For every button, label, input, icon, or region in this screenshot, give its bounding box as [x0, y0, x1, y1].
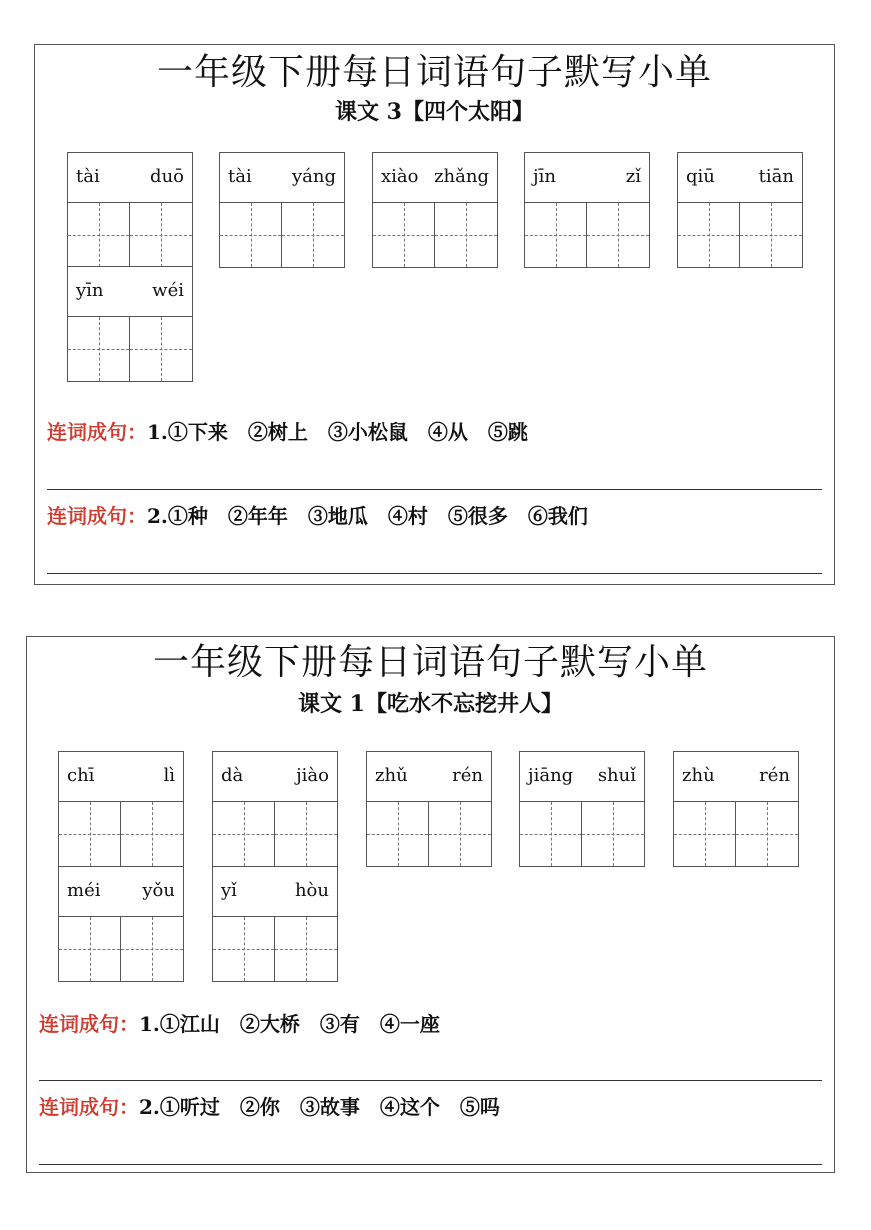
sentence-number: 2.: [139, 1095, 160, 1119]
word-box[interactable]: [677, 152, 803, 268]
pinyin-syllable: rén: [452, 765, 483, 786]
pinyin-row: [367, 752, 491, 802]
word-option: ③故事: [299, 1095, 360, 1119]
word-box[interactable]: [212, 866, 338, 982]
pinyin-syllable: shuǐ: [597, 765, 636, 786]
tian-grid-cell[interactable]: [275, 917, 337, 981]
answer-line[interactable]: [47, 489, 822, 490]
tian-grid-cell[interactable]: [213, 802, 275, 866]
word-option: ①下来: [167, 420, 228, 444]
answer-line[interactable]: [39, 1164, 822, 1165]
pinyin-syllable: yǒu: [142, 880, 175, 901]
word-option: ③地瓜: [307, 504, 368, 528]
pinyin-syllable: xiào: [381, 166, 419, 187]
word-option: ②年年: [227, 504, 288, 528]
pinyin-syllable: wéi: [152, 280, 184, 301]
word-box[interactable]: [67, 152, 193, 268]
word-option: ①江山: [159, 1012, 220, 1036]
pinyin-syllable: duō: [150, 166, 184, 187]
tian-grid-cell[interactable]: [587, 203, 649, 267]
pinyin-syllable: lì: [163, 765, 175, 786]
tian-grid-cell[interactable]: [121, 917, 183, 981]
word-box[interactable]: [366, 751, 492, 867]
word-option: ②你: [239, 1095, 280, 1119]
word-option: ④村: [387, 504, 428, 528]
pinyin-syllable: hòu: [294, 880, 329, 901]
tian-grid-cell[interactable]: [220, 203, 282, 267]
pinyin-syllable: qiū: [686, 166, 715, 187]
tian-grid-cell[interactable]: [736, 802, 798, 866]
answer-line[interactable]: [39, 1080, 822, 1081]
pinyin-syllable: jīn: [533, 166, 556, 187]
word-option: ⑤跳: [487, 420, 528, 444]
pinyin-syllable: yáng: [291, 166, 336, 187]
tian-grid-cell[interactable]: [373, 203, 435, 267]
tian-grid-cell[interactable]: [429, 802, 491, 866]
word-box[interactable]: [673, 751, 799, 867]
card-title: 一年级下册每日词语句子默写小单: [156, 52, 712, 93]
sentence-prompt: [39, 1010, 460, 1038]
tian-grid-cell[interactable]: [59, 802, 121, 866]
pinyin-syllable: jiào: [296, 765, 329, 786]
sentence-prompt: [47, 418, 548, 446]
pinyin-syllable: zhǎng: [434, 166, 489, 187]
pinyin-row: [525, 153, 649, 203]
word-option: ④一座: [379, 1012, 440, 1036]
pinyin-syllable: jiāng: [528, 765, 574, 786]
pinyin-syllable: zhù: [682, 765, 715, 786]
tian-grid-cell[interactable]: [582, 802, 644, 866]
pinyin-syllable: tài: [228, 166, 252, 187]
pinyin-syllable: dà: [221, 765, 244, 786]
pinyin-row: [220, 153, 344, 203]
tian-grid-cell[interactable]: [435, 203, 497, 267]
pinyin-row: [520, 752, 644, 802]
word-box[interactable]: [524, 152, 650, 268]
tian-grid-cell[interactable]: [275, 802, 337, 866]
card-subtitle: 课文 3【四个太阳】: [335, 99, 534, 125]
word-option: ④从: [427, 420, 468, 444]
pinyin-row: [59, 752, 183, 802]
word-box[interactable]: [219, 152, 345, 268]
tian-grid-cell[interactable]: [282, 203, 344, 267]
tian-grid-cell[interactable]: [130, 203, 192, 267]
word-option: ③有: [319, 1012, 360, 1036]
word-box[interactable]: [212, 751, 338, 867]
pinyin-syllable: zhǔ: [375, 765, 408, 786]
pinyin-row: [68, 153, 192, 203]
answer-line[interactable]: [47, 573, 822, 574]
sentence-label: 连词成句：: [39, 1095, 139, 1119]
tian-grid-cell[interactable]: [740, 203, 802, 267]
pinyin-syllable: yīn: [76, 280, 104, 301]
word-option: ⑤很多: [447, 504, 508, 528]
sentence-label: 连词成句：: [47, 504, 147, 528]
word-box[interactable]: [67, 266, 193, 382]
tian-grid-cell[interactable]: [367, 802, 429, 866]
worksheet-card-1: [34, 44, 835, 585]
worksheet-card-2: [26, 636, 835, 1173]
sentence-number: 1.: [147, 420, 168, 444]
word-option: ①听过: [159, 1095, 220, 1119]
tian-grid-cell[interactable]: [68, 203, 130, 267]
tian-grid-cell[interactable]: [678, 203, 740, 267]
pinyin-syllable: rén: [759, 765, 790, 786]
word-option: ③小松鼠: [327, 420, 408, 444]
sentence-label: 连词成句：: [47, 420, 147, 444]
word-box[interactable]: [372, 152, 498, 268]
card-title: 一年级下册每日词语句子默写小单: [152, 642, 708, 683]
tian-grid-cell[interactable]: [520, 802, 582, 866]
word-option: ⑤吗: [459, 1095, 500, 1119]
pinyin-syllable: tiān: [758, 166, 794, 187]
tian-grid-cell[interactable]: [121, 802, 183, 866]
pinyin-syllable: zǐ: [625, 166, 641, 187]
sentence-number: 2.: [147, 504, 168, 528]
pinyin-row: [213, 752, 337, 802]
word-box[interactable]: [58, 866, 184, 982]
tian-grid-cell[interactable]: [674, 802, 736, 866]
word-option: ④这个: [379, 1095, 440, 1119]
pinyin-row: [213, 867, 337, 917]
tian-grid-cell[interactable]: [213, 917, 275, 981]
sentence-prompt: [47, 502, 608, 530]
word-option: ②树上: [247, 420, 308, 444]
pinyin-syllable: tài: [76, 166, 100, 187]
tian-grid-cell[interactable]: [130, 317, 192, 381]
tian-grid-cell[interactable]: [68, 317, 130, 381]
word-box[interactable]: [519, 751, 645, 867]
pinyin-syllable: chī: [67, 765, 95, 786]
card-subtitle: 课文 1【吃水不忘挖井人】: [298, 691, 563, 717]
tian-grid-cell[interactable]: [525, 203, 587, 267]
word-box[interactable]: [58, 751, 184, 867]
sentence-label: 连词成句：: [39, 1012, 139, 1036]
pinyin-syllable: méi: [67, 880, 101, 901]
sentence-prompt: [39, 1093, 520, 1121]
word-option: ②大桥: [239, 1012, 300, 1036]
pinyin-row: [373, 153, 497, 203]
word-option: ①种: [167, 504, 208, 528]
sentence-number: 1.: [139, 1012, 160, 1036]
word-option: ⑥我们: [527, 504, 588, 528]
tian-grid-cell[interactable]: [59, 917, 121, 981]
pinyin-syllable: yǐ: [221, 880, 237, 901]
pinyin-row: [59, 867, 183, 917]
pinyin-row: [674, 752, 798, 802]
pinyin-row: [678, 153, 802, 203]
pinyin-row: [68, 267, 192, 317]
